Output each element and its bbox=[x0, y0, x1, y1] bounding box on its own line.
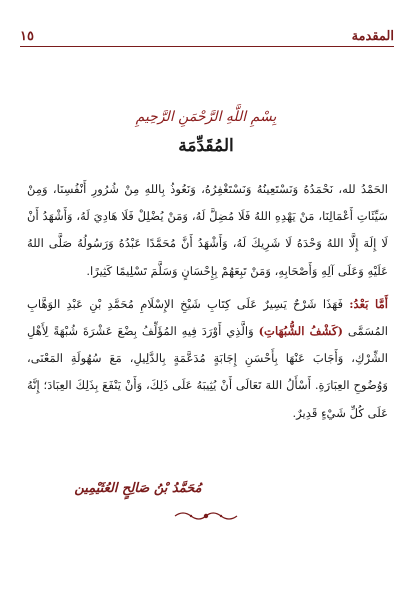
ornament-divider bbox=[173, 509, 239, 523]
page-header bbox=[20, 24, 394, 44]
body-text bbox=[27, 176, 388, 427]
paragraph-2-part-1: فَهَذَا شَرْحٌ يَسِيرٌ عَلَى كِتَابِ شَيْخِ الإِسْلَامِ مُحَمَّدِ بْنِ عَبْدِ الوَهَّابِ المُسَمَّى bbox=[27, 296, 388, 339]
page-heading: المُقَدِّمَة bbox=[178, 136, 234, 156]
basmala: بِسْمِ اللَّهِ الرَّحْمَنِ الرَّحِيمِ bbox=[135, 109, 277, 125]
book-title: (كَشْفُ الشُّبُهَاتِ) bbox=[258, 324, 343, 339]
author-signature: مُحَمَّدُ بْنُ صَالِحٍ العُثَيْمِين bbox=[74, 481, 202, 496]
page-number: ١٥ bbox=[20, 29, 34, 44]
header-rule bbox=[20, 46, 394, 47]
paragraph-1: الحَمْدُ لله، نَحْمَدُهُ وَنَسْتَعِينُهُ وَنَسْتَغْفِرُهُ، وَنَعُوذُ بِاللهِ مِنْ شُرُورِ أَنْفُسِنَا، وَمِنْ سَيِّئَاتِ أَعْمَالِنَا، مَنْ يَهْدِهِ اللهُ فَلَا مُضِلَّ لَهُ، وَمَنْ يُضْلِلْ فَلَا هَادِيَ لَهُ، وَأَشْهَدُ أَنْ لَا إِلَهَ إِلَّا اللهُ وَحْدَهُ لَا شَرِيكَ لَهُ، وَأَشْهَدُ أَنَّ مُحَمَّدًا عَبْدُهُ وَرَسُولُهُ صَلَّى اللهُ عَلَيْهِ وَعَلَى آلِهِ وَأَصْحَابِهِ، وَمَنْ تَبِعَهُمْ بِإِحْسَانٍ وَسَلَّمَ تَسْلِيمًا كَثِيرًا. bbox=[27, 182, 388, 278]
paragraph-2-part-2: وَالَّذِي أَوْرَدَ فِيهِ المُؤَلِّفُ بِضْعَ عَشْرَةَ شُبْهَةً لِأَهْلِ الشِّرْكِ، وَأَجَابَ عَنْهَا بِأَحْسَنِ إِجَابَةٍ مُدَعَّمَةٍ بِالدَّلِيلِ، مَعَ سُهُولَةِ المَعْنَى، وَوُضُوحِ العِبَارَةِ. أَسْأَلُ اللهَ تَعَالَى أَنْ يُثِيبَهُ عَلَى ذَلِكَ، وَأَنْ يَنْفَعَ بِذَلِكَ العِبَادَ؛ إِنَّهُ عَلَى كُلِّ شَيْءٍ قَدِيرٌ. bbox=[27, 324, 388, 420]
amma-bad-lead: أَمَّا بَعْدُ: bbox=[349, 296, 389, 311]
paragraph-2 bbox=[27, 291, 388, 427]
section-title: المقدمة bbox=[351, 29, 394, 44]
